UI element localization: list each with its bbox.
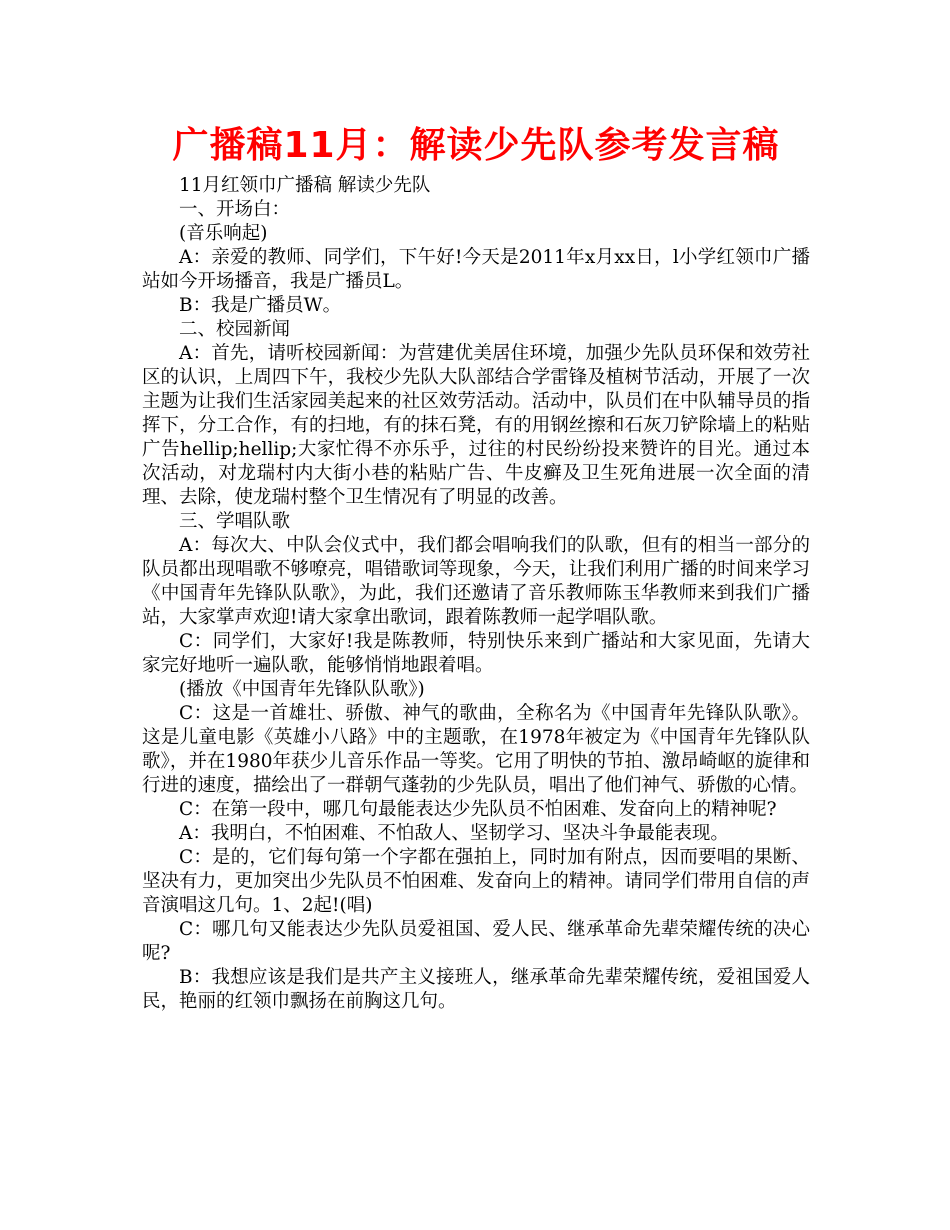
section-heading: 三、学唱队歌	[179, 511, 291, 532]
paragraph: B：我想应该是我们是共产主义接班人，继承革命先辈荣耀传统，爱祖国爱人民，艳丽的红领巾飘扬在前胸这几句。	[142, 967, 810, 1012]
paragraph: A：我明白，不怕困难、不怕敌人、坚韧学习、坚决斗争最能表现。	[179, 823, 729, 844]
document-page	[142, 118, 810, 1014]
section-heading: 一、开场白：	[179, 199, 291, 220]
paragraph: (播放《中国青年先锋队队歌》)	[179, 679, 425, 700]
document-title: 广播稿11月：解读少先队参考发言稿	[172, 125, 780, 166]
paragraph: C：哪几句又能表达少先队员爱祖国、爱人民、继承革命先辈荣耀传统的决心呢?	[142, 919, 810, 964]
paragraph: A：每次大、中队会仪式中，我们都会唱响我们的队歌，但有的相当一部分的队员都出现唱歌不够嘹亮，唱错歌词等现象，今天，让我们利用广播的时间来学习《中国青年先锋队队歌》，为此，我们还邀请了音乐教师陈玉华教师来到我们广播站，大家掌声欢迎!请大家拿出歌词，跟着陈教师一起学唱队歌。	[142, 535, 810, 628]
paragraph: 11月红领巾广播稿 解读少先队	[179, 175, 431, 196]
paragraph: C：是的，它们每句第一个字都在强拍上，同时加有附点，因而要唱的果断、坚决有力，更加突出少先队员不怕困难、发奋向上的精神。请同学们带用自信的声音演唱这几句。1、2起!(唱)	[142, 847, 810, 916]
section-heading: 二、校园新闻	[179, 319, 291, 340]
paragraph: C：这是一首雄壮、骄傲、神气的歌曲，全称名为《中国青年先锋队队歌》。这是儿童电影《英雄小八路》中的主题歌，在1978年被定为《中国青年先锋队队歌》，并在1980年获少儿音乐作品一等奖。它用了明快的节拍、激昂崎岖的旋律和行进的速度，描绘出了一群朝气蓬勃的少先队员，唱出了他们神气、骄傲的心情。	[142, 703, 810, 796]
paragraph: A：首先，请听校园新闻：为营建优美居住环境，加强少先队员环保和效劳社区的认识，上周四下午，我校少先队大队部结合学雷锋及植树节活动，开展了一次主题为让我们生活家园美起来的社区效劳活动。活动中，队员们在中队辅导员的指挥下，分工合作，有的扫地，有的抹石凳，有的用钢丝擦和石灰刀铲除墙上的粘贴广告hellip;hellip;大家忙得不亦乐乎，过往的村民纷纷投来赞许的目光。通过本次活动，对龙瑞村内大街小巷的粘贴广告、牛皮癣及卫生死角进展一次全面的清理、去除，使龙瑞村整个卫生情况有了明显的改善。	[142, 343, 810, 508]
paragraph: (音乐响起)	[179, 223, 268, 244]
paragraph: C：在第一段中，哪几句最能表达少先队员不怕困难、发奋向上的精神呢?	[179, 799, 777, 820]
paragraph: A：亲爱的教师、同学们，下午好!今天是2011年x月xx日，l小学红领巾广播站如今开场播音，我是广播员L。	[142, 247, 810, 292]
paragraph: B：我是广播员W。	[179, 295, 342, 316]
paragraph: C：同学们，大家好!我是陈教师，特别快乐来到广播站和大家见面，先请大家完好地听一遍队歌，能够悄悄地跟着唱。	[142, 631, 810, 676]
